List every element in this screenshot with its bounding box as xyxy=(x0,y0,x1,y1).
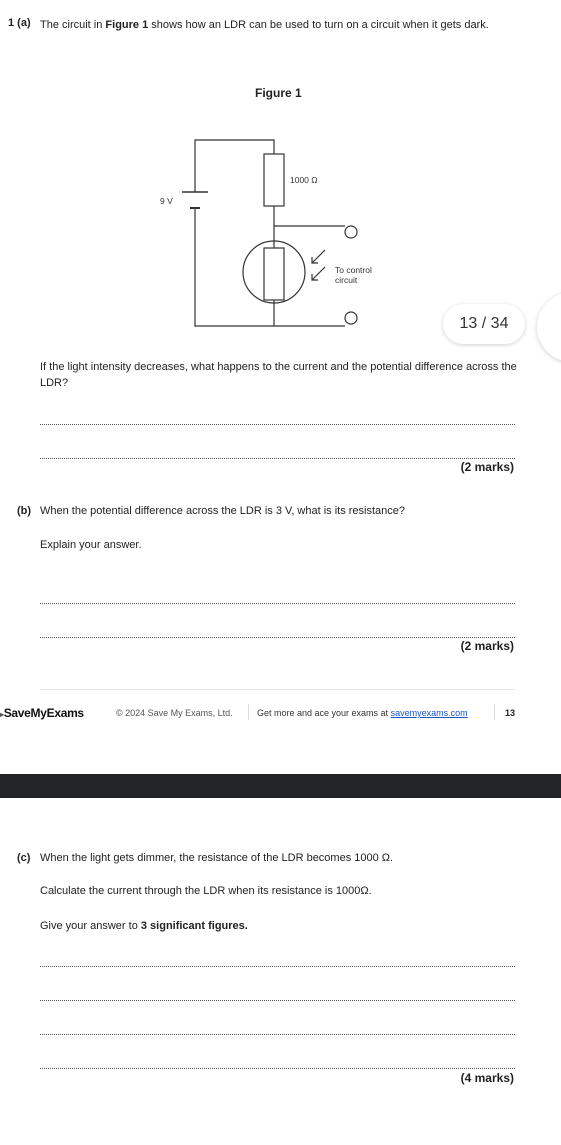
resistor-label: 1000 Ω xyxy=(290,175,318,185)
battery-label: 9 V xyxy=(160,196,173,206)
question-number: 1 (a) xyxy=(8,17,31,29)
answer-line[interactable] xyxy=(40,603,515,604)
footer-divider xyxy=(40,689,515,690)
footer-cta xyxy=(257,708,468,718)
part-label-c: (c) xyxy=(17,852,31,864)
intro-text-end: shows how an LDR can be used to turn on a circuit when it gets dark. xyxy=(148,19,489,31)
instruction-text: Give your answer to xyxy=(40,920,141,932)
question-1c-text: When the light gets dimmer, the resistance of the LDR becomes 1000 Ω. xyxy=(40,852,394,864)
answer-line[interactable] xyxy=(40,424,515,425)
question-1a-text: If the light intensity decreases, what happens to the current and the potential difference across the LDR? xyxy=(40,361,517,389)
side-nav-button[interactable] xyxy=(537,292,561,362)
footer-link[interactable]: savemyexams.com xyxy=(390,708,468,718)
answer-line[interactable] xyxy=(40,1000,515,1001)
instruction-bold: 3 significant figures. xyxy=(140,920,248,932)
question-1b-explain: Explain your answer. xyxy=(40,539,142,551)
intro-figure-ref: Figure 1 xyxy=(105,19,149,31)
footer-page-number: 13 xyxy=(505,708,516,718)
figure-title: Figure 1 xyxy=(255,86,302,100)
circuit-diagram xyxy=(150,130,390,335)
footer-separator xyxy=(248,704,249,720)
answer-line[interactable] xyxy=(40,637,515,638)
page-break-bar xyxy=(0,774,561,798)
question-1a-intro xyxy=(40,17,510,33)
intro-text-start: The circuit in xyxy=(40,19,106,31)
page-footer xyxy=(0,700,561,728)
answer-line[interactable] xyxy=(40,458,515,459)
brand-logo xyxy=(0,706,84,720)
part-label-b: (b) xyxy=(17,505,32,517)
marks-1b: (2 marks) xyxy=(460,639,514,653)
footer-cta-text: Get more and ace your exams at xyxy=(257,708,391,718)
answer-line[interactable] xyxy=(40,1034,515,1035)
logo-chevron-icon: ▸ xyxy=(0,710,4,719)
marks-1c: (4 marks) xyxy=(460,1071,514,1085)
answer-line[interactable] xyxy=(40,966,515,967)
footer-separator xyxy=(494,704,495,720)
brand-name: SaveMyExams xyxy=(3,706,84,720)
question-1c-instruction xyxy=(40,920,248,932)
answer-line[interactable] xyxy=(40,1068,515,1069)
resistor-symbol xyxy=(264,154,284,206)
question-1c-calc: Calculate the current through the LDR when its resistance is 1000Ω. xyxy=(40,885,372,897)
footer-copyright: © 2024 Save My Exams, Ltd. xyxy=(116,708,233,718)
output-label-1: To control xyxy=(335,265,372,275)
marks-1a: (2 marks) xyxy=(460,460,514,474)
question-1b-text: When the potential difference across the LDR is 3 V, what is its resistance? xyxy=(40,505,406,517)
page-indicator[interactable]: 13 / 34 xyxy=(443,304,525,344)
output-label-2: circuit xyxy=(335,275,358,285)
ldr-symbol xyxy=(243,241,305,303)
